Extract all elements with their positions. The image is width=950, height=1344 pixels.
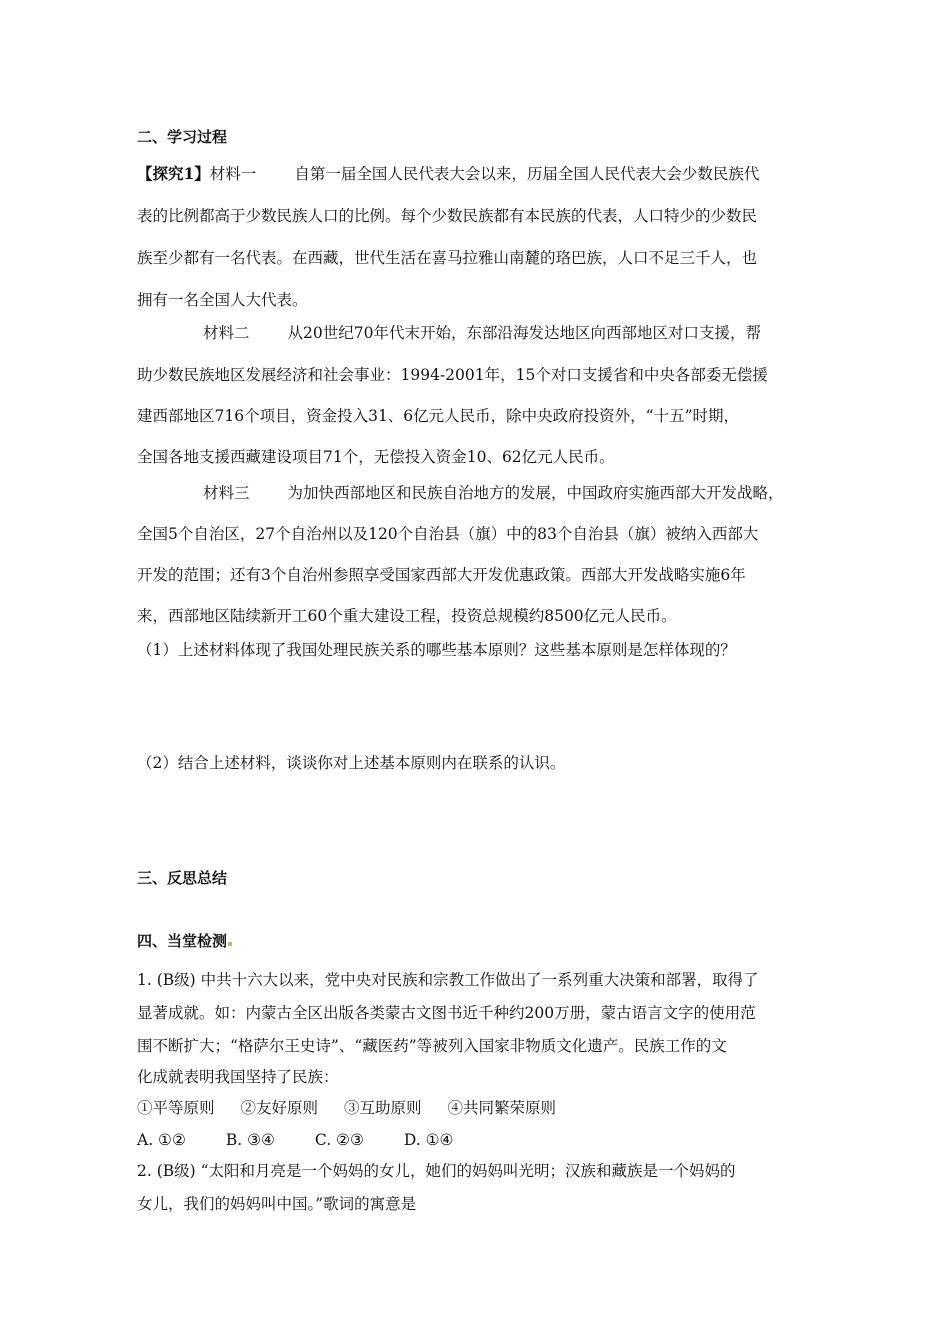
material-1-label: 材料一 xyxy=(209,165,257,183)
explore-tag: 【探究1】 xyxy=(137,164,210,183)
material-3-line-2: 全国5个自治区，27个自治州以及120个自治县（旗）中的83个自治县（旗）被纳入西部大 xyxy=(137,525,759,543)
section-title-test xyxy=(137,931,232,951)
material-2-label: 材料二 xyxy=(203,324,250,342)
material-1-line-1 xyxy=(137,164,759,184)
test-1-statements xyxy=(137,1098,582,1118)
test-1-line-3: 围不断扩大；“格萨尔王史诗”、“藏医药”等被列入国家非物质文化遗产。民族工作的文 xyxy=(137,1037,727,1055)
material-2-text: 从20世纪70年代末开始，东部沿海发达地区向西部地区对口支援，帮 xyxy=(287,324,761,342)
material-3-text: 为加快西部地区和民族自治地方的发展，中国政府实施西部大开发战略， xyxy=(287,484,784,502)
material-3-line-1 xyxy=(203,483,784,503)
test-1-choices xyxy=(137,1130,493,1150)
choice-a: A. ①② xyxy=(137,1131,186,1149)
statement-option: ③互助原则 xyxy=(344,1099,422,1117)
question-1: （1）上述材料体现了我国处理民族关系的哪些基本原则？这些基本原则是怎样体现的？ xyxy=(137,641,736,659)
material-2-line-4: 全国各地支援西藏建设项目71个，无偿投入资金10、62亿元人民币。 xyxy=(137,448,615,466)
material-2-line-1 xyxy=(203,323,761,343)
test-2-line-2: 女儿，我们的妈妈叫中国。”歌词的寓意是 xyxy=(137,1195,417,1213)
statement-option: ④共同繁荣原则 xyxy=(447,1099,557,1117)
statement-option: ②友好原则 xyxy=(240,1099,319,1117)
material-1-line-4: 拥有一名全国人大代表。 xyxy=(137,291,308,309)
section-title-reflection: 三、反思总结 xyxy=(137,869,228,887)
material-1-text: 自第一届全国人民代表大会以来，历届全国人民代表大会少数民族代 xyxy=(294,165,760,183)
section-title-test-text: 四、当堂检测 xyxy=(137,932,228,950)
material-3-line-4: 来，西部地区陆续新开工60个重大建设工程，投资总规模约8500亿元人民币。 xyxy=(137,607,677,625)
material-1-line-3: 族至少都有一名代表。在西藏，世代生活在喜马拉雅山南麓的珞巴族，人口不足三千人，也 xyxy=(137,249,758,267)
test-2-line-1: 2. (B级) “太阳和月亮是一个妈妈的女儿，她们的妈妈叫光明；汉族和藏族是一个妈妈的 xyxy=(137,1162,736,1180)
question-2: （2）结合上述材料，谈谈你对上述基本原则内在联系的认识。 xyxy=(137,754,566,772)
choice-c: C. ②③ xyxy=(314,1131,364,1149)
test-1-line-1: 1. (B级) 中共十六大以来，党中央对民族和宗教工作做出了一系列重大决策和部署，取得了 xyxy=(137,971,759,989)
choice-b: B. ③④ xyxy=(225,1131,275,1149)
choice-d: D. ①④ xyxy=(403,1131,454,1149)
material-3-label: 材料三 xyxy=(203,484,250,502)
material-3-line-3: 开发的范围；还有3个自治州参照享受国家西部大开发优惠政策。西部大开发战略实施6年 xyxy=(137,566,746,584)
test-1-line-2: 显著成就。如：内蒙古全区出版各类蒙古文图书近千种约200万册，蒙古语言文字的使用范 xyxy=(137,1004,756,1022)
test-1-line-4: 化成就表明我国坚持了民族： xyxy=(137,1068,339,1086)
section-title-learning-process: 二、学习过程 xyxy=(137,128,228,146)
material-2-line-3: 建西部地区716个项目，资金投入31、6亿元人民币，除中央政府投资外，“十五”时期， xyxy=(137,407,740,425)
statement-option: ①平等原则 xyxy=(137,1099,215,1117)
material-2-line-2: 助少数民族地区发展经济和社会事业：1994-2001年，15个对口支援省和中央各部委无偿援 xyxy=(137,366,768,384)
material-1-line-2: 表的比例都高于少数民族人口的比例。每个少数民族都有本民族的代表，人口特少的少数民 xyxy=(137,207,758,225)
marker-dot xyxy=(228,942,232,946)
